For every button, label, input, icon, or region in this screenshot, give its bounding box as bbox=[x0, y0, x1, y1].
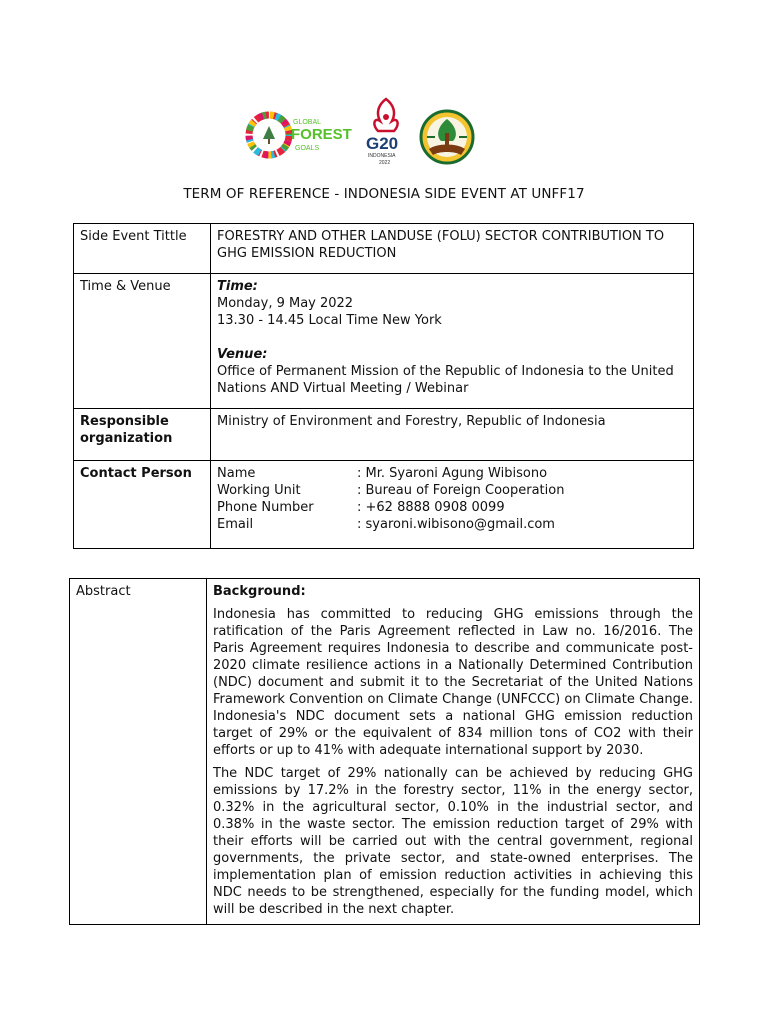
ministry-environment-forestry-logo bbox=[415, 109, 479, 165]
side-event-title: FORESTRY AND OTHER LANDUSE (FOLU) SECTOR CONTRIBUTION TO GHG EMISSION REDUCTION bbox=[211, 224, 694, 274]
table-row bbox=[70, 579, 700, 925]
table-row bbox=[74, 274, 694, 409]
time-heading: Time: bbox=[217, 279, 258, 294]
event-date: Monday, 9 May 2022 bbox=[217, 296, 354, 311]
svg-text:G20: G20 bbox=[366, 134, 399, 153]
event-info-table bbox=[73, 223, 694, 549]
abstract-table bbox=[69, 578, 700, 925]
table-row bbox=[74, 224, 694, 274]
abstract-cell bbox=[207, 579, 700, 925]
abstract-paragraph-1: Indonesia has committed to reducing GHG emissions through the ratification of the Paris Agreement reflected in Law no. 16/2016. The Paris Agreement requires Indonesia to describe and communicate post-2020 climate resilience actions in a Nationally Determined Contribution (NDC) document and submit it to the Secretariat of the United Nations Framework Convention on Climate Change (UNFCCC) on Climate Change. Indonesia's NDC document sets a national GHG emission reduction target of 29% or the equivalent of 834 million tons of CO2 with their efforts or up to 41% with adequate international support by 2030. bbox=[213, 607, 693, 758]
table-row bbox=[74, 409, 694, 461]
time-venue-label: Time & Venue bbox=[74, 274, 211, 409]
contact-unit-row: Working Unit : Bureau of Foreign Cooperation bbox=[217, 483, 565, 498]
side-event-label: Side Event Tittle bbox=[74, 224, 211, 274]
background-heading: Background: bbox=[213, 584, 306, 599]
responsible-label: Responsible organization bbox=[74, 409, 211, 461]
abstract-label: Abstract bbox=[70, 579, 207, 925]
venue-heading: Venue: bbox=[217, 347, 268, 362]
responsible-value: Ministry of Environment and Forestry, Republic of Indonesia bbox=[211, 409, 694, 461]
svg-text:FOREST: FOREST bbox=[291, 126, 352, 143]
svg-text:GLOBAL: GLOBAL bbox=[293, 119, 322, 126]
table-row bbox=[74, 461, 694, 549]
contact-name-row: Name : Mr. Syaroni Agung Wibisono bbox=[217, 466, 548, 481]
time-venue-cell bbox=[211, 274, 694, 409]
document-title: TERM OF REFERENCE - INDONESIA SIDE EVENT AT UNFF17 bbox=[183, 186, 585, 202]
contact-label: Contact Person bbox=[74, 461, 211, 549]
contact-phone-row: Phone Number : +62 8888 0908 0099 bbox=[217, 500, 505, 515]
contact-cell bbox=[211, 461, 694, 549]
abstract-paragraph-2: The NDC target of 29% nationally can be achieved by reducing GHG emissions by 17.2% in the forestry sector, 11% in the energy sector, 0.32% in the agricultural sector, 0.10% in the industrial sector, and 0.38% in the waste sector. The emission reduction target of 29% with their efforts will be carried out with the central government, regional governments, the private sector, and state-owned enterprises. The implementation plan of emission reduction activities in achieving this NDC needs to be strengthened, especially for the funding model, which will be described in the next chapter. bbox=[213, 766, 693, 917]
global-forest-goals-logo bbox=[245, 109, 355, 161]
event-venue: Office of Permanent Mission of the Republic of Indonesia to the United Nations AND Virtual Meeting / Webinar bbox=[217, 364, 674, 396]
svg-text:GOALS: GOALS bbox=[295, 145, 320, 152]
event-time: 13.30 - 14.45 Local Time New York bbox=[217, 313, 442, 328]
logo-bar bbox=[0, 95, 768, 170]
contact-email-row: Email : syaroni.wibisono@gmail.com bbox=[217, 517, 555, 532]
svg-text:2022: 2022 bbox=[379, 160, 391, 166]
svg-text:INDONESIA: INDONESIA bbox=[368, 153, 396, 159]
g20-indonesia-logo bbox=[362, 95, 410, 167]
